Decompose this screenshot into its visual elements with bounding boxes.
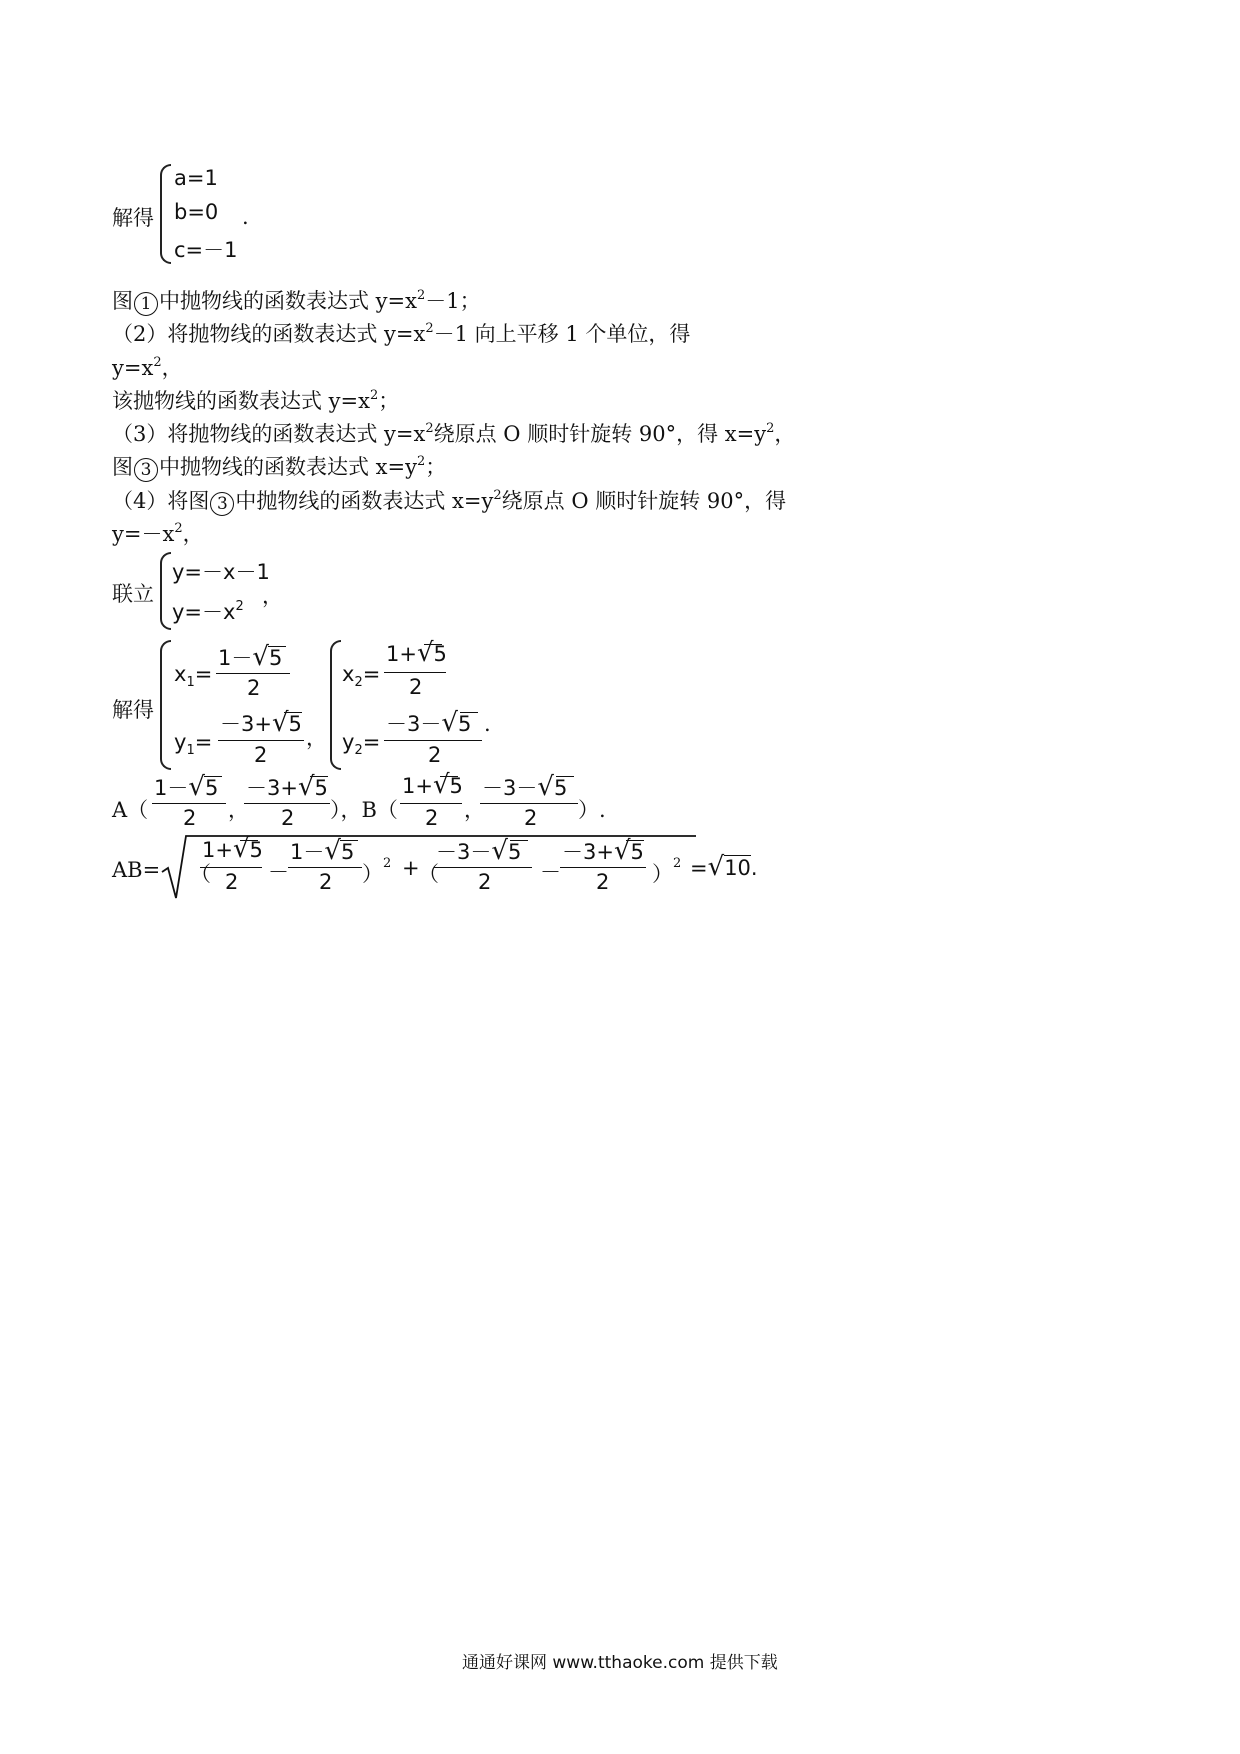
pa-y-fraction-bar	[244, 803, 330, 804]
ab-lp-1: （	[190, 862, 211, 886]
ab-f4-num: －3+√5	[562, 836, 644, 866]
pa-y-den: 2	[281, 806, 295, 830]
point-b-label: ），B（	[330, 798, 398, 822]
brace-solution-2	[330, 640, 341, 770]
solve-label-2: 解得	[112, 698, 154, 722]
ab-f1-num: 1+√5	[202, 834, 263, 864]
ab-f2-den: 2	[319, 870, 333, 894]
pb-y-fraction-bar	[480, 803, 578, 804]
sol1-x-fraction-bar	[216, 673, 290, 674]
brace-system-1	[160, 164, 171, 264]
ab-minus-1: －	[268, 860, 289, 884]
circle-1-icon: 1	[134, 292, 158, 316]
pb-x-num: 1+√5	[402, 770, 463, 800]
line-step3: （3）将抛物线的函数表达式 $y=x^2$绕原点 O 顺时针旋转 90°，得 $x=y^2$，	[112, 421, 796, 446]
ab-f3-num: －3－√5	[436, 836, 522, 866]
circle-3-icon: 3	[134, 458, 158, 482]
line-parabola-expression: 该抛物线的函数表达式 $y=x^2$；	[112, 388, 400, 413]
line-y-eq-x2: $y=x^2$，	[112, 355, 183, 380]
line-y-eq-neg-x2: $y=-x^2$，	[112, 521, 204, 546]
sol1-x-radical-bar	[268, 646, 286, 647]
ab-f2-radical-bar	[340, 840, 358, 841]
line-step4: （4）将图 3 中抛物线的函数表达式 $x=y^2$绕原点 O 顺时针旋转 90°，得	[112, 488, 787, 514]
ab-f3-bar	[434, 867, 532, 868]
sol2-x-denominator: 2	[409, 675, 423, 699]
system1-row-a: a=1	[174, 166, 218, 190]
point-a-label: A（	[112, 798, 149, 822]
pa-y-num: －3+√5	[246, 772, 328, 802]
sol2-y-radical-bar	[460, 712, 478, 713]
system1-end: .	[242, 205, 249, 229]
ab-f4-radical-bar	[626, 840, 644, 841]
pb-y-radical-bar	[556, 776, 574, 777]
ab-label: AB=	[112, 858, 161, 882]
pb-y-num: －3－√5	[482, 772, 568, 802]
sol1-y-radical-bar	[284, 712, 302, 713]
pb-y-den: 2	[524, 806, 538, 830]
line-fig3-expression: 图 3 中抛物线的函数表达式 $x=y^2$；	[112, 454, 447, 480]
ab-lp-2: （	[418, 862, 439, 886]
ab-f2-num: 1－√5	[290, 836, 355, 866]
ab-f1-bar	[200, 867, 262, 868]
circle-3-icon: 3	[210, 492, 234, 516]
sol1-y-denominator: 2	[254, 743, 268, 767]
pb-comma: ，	[464, 798, 485, 822]
point-close: ）.	[578, 798, 606, 822]
line-fig1-expression: 图 1 中抛物线的函数表达式 $y=x^2-1$；	[112, 288, 481, 314]
ab-f4-den: 2	[596, 870, 610, 894]
system2-end: ，	[262, 584, 283, 608]
system1-row-c: c=－1	[174, 238, 238, 262]
pa-comma: ，	[228, 798, 249, 822]
sol1-x-label: $x_1=$	[174, 662, 213, 691]
sol1-x-numerator: 1－√5	[218, 642, 283, 672]
sol2-x-label: $x_2=$	[342, 662, 381, 691]
ab-f4-bar	[560, 867, 646, 868]
pb-x-radical-bar	[440, 776, 458, 777]
join-label: 联立	[112, 582, 154, 606]
ab-result: =√10.	[690, 852, 758, 882]
pb-x-fraction-bar	[400, 803, 462, 804]
sol2-y-denominator: 2	[428, 743, 442, 767]
brace-system-2	[160, 552, 171, 630]
sol1-y-label: $y_1=$	[174, 730, 213, 759]
sol2-x-radical-bar	[424, 644, 442, 645]
sol2-y-fraction-bar	[384, 740, 482, 741]
pa-x-den: 2	[183, 806, 197, 830]
pa-y-radical-bar	[310, 776, 328, 777]
line-step2: （2）将抛物线的函数表达式 $y=x^2-1$ 向上平移 1 个单位，得	[112, 321, 691, 346]
pa-x-fraction-bar	[152, 803, 226, 804]
ab-minus-2: －	[540, 860, 561, 884]
sol1-y-numerator: －3+√5	[220, 708, 302, 738]
pb-x-den: 2	[425, 806, 439, 830]
brace-solution-1	[160, 640, 171, 770]
solve-label-1: 解得	[112, 206, 154, 230]
solution-separator: ，	[306, 726, 327, 750]
ab-f3-den: 2	[478, 870, 492, 894]
sol1-y-fraction-bar	[218, 740, 304, 741]
system2-row-1: y=－x－1	[172, 560, 270, 584]
system2-row-2: $y=-x^2$	[172, 599, 244, 624]
ab-f1-radical-bar	[240, 840, 258, 841]
system1-row-b: b=0	[174, 200, 219, 224]
ab-f3-radical-bar	[510, 840, 528, 841]
ab-plus: +	[402, 856, 420, 880]
sol2-x-fraction-bar	[384, 672, 446, 673]
sol2-y-numerator: －3－√5	[386, 708, 472, 738]
footer-text: 通通好课网 www.tthaoke.com 提供下载	[462, 1653, 778, 1673]
sol2-y-label: $y_2=$	[342, 730, 381, 759]
pa-x-radical-bar	[204, 776, 222, 777]
sol1-x-denominator: 2	[247, 676, 261, 700]
solution-end: .	[484, 712, 491, 736]
sol2-x-numerator: 1+√5	[386, 638, 447, 668]
ab-f2-bar	[288, 867, 362, 868]
ab-rp-1: ）$^2$	[362, 856, 392, 886]
ab-f1-den: 2	[225, 870, 239, 894]
pa-x-num: 1－√5	[154, 772, 219, 802]
ab-rp-2: ）$^2$	[652, 856, 682, 886]
